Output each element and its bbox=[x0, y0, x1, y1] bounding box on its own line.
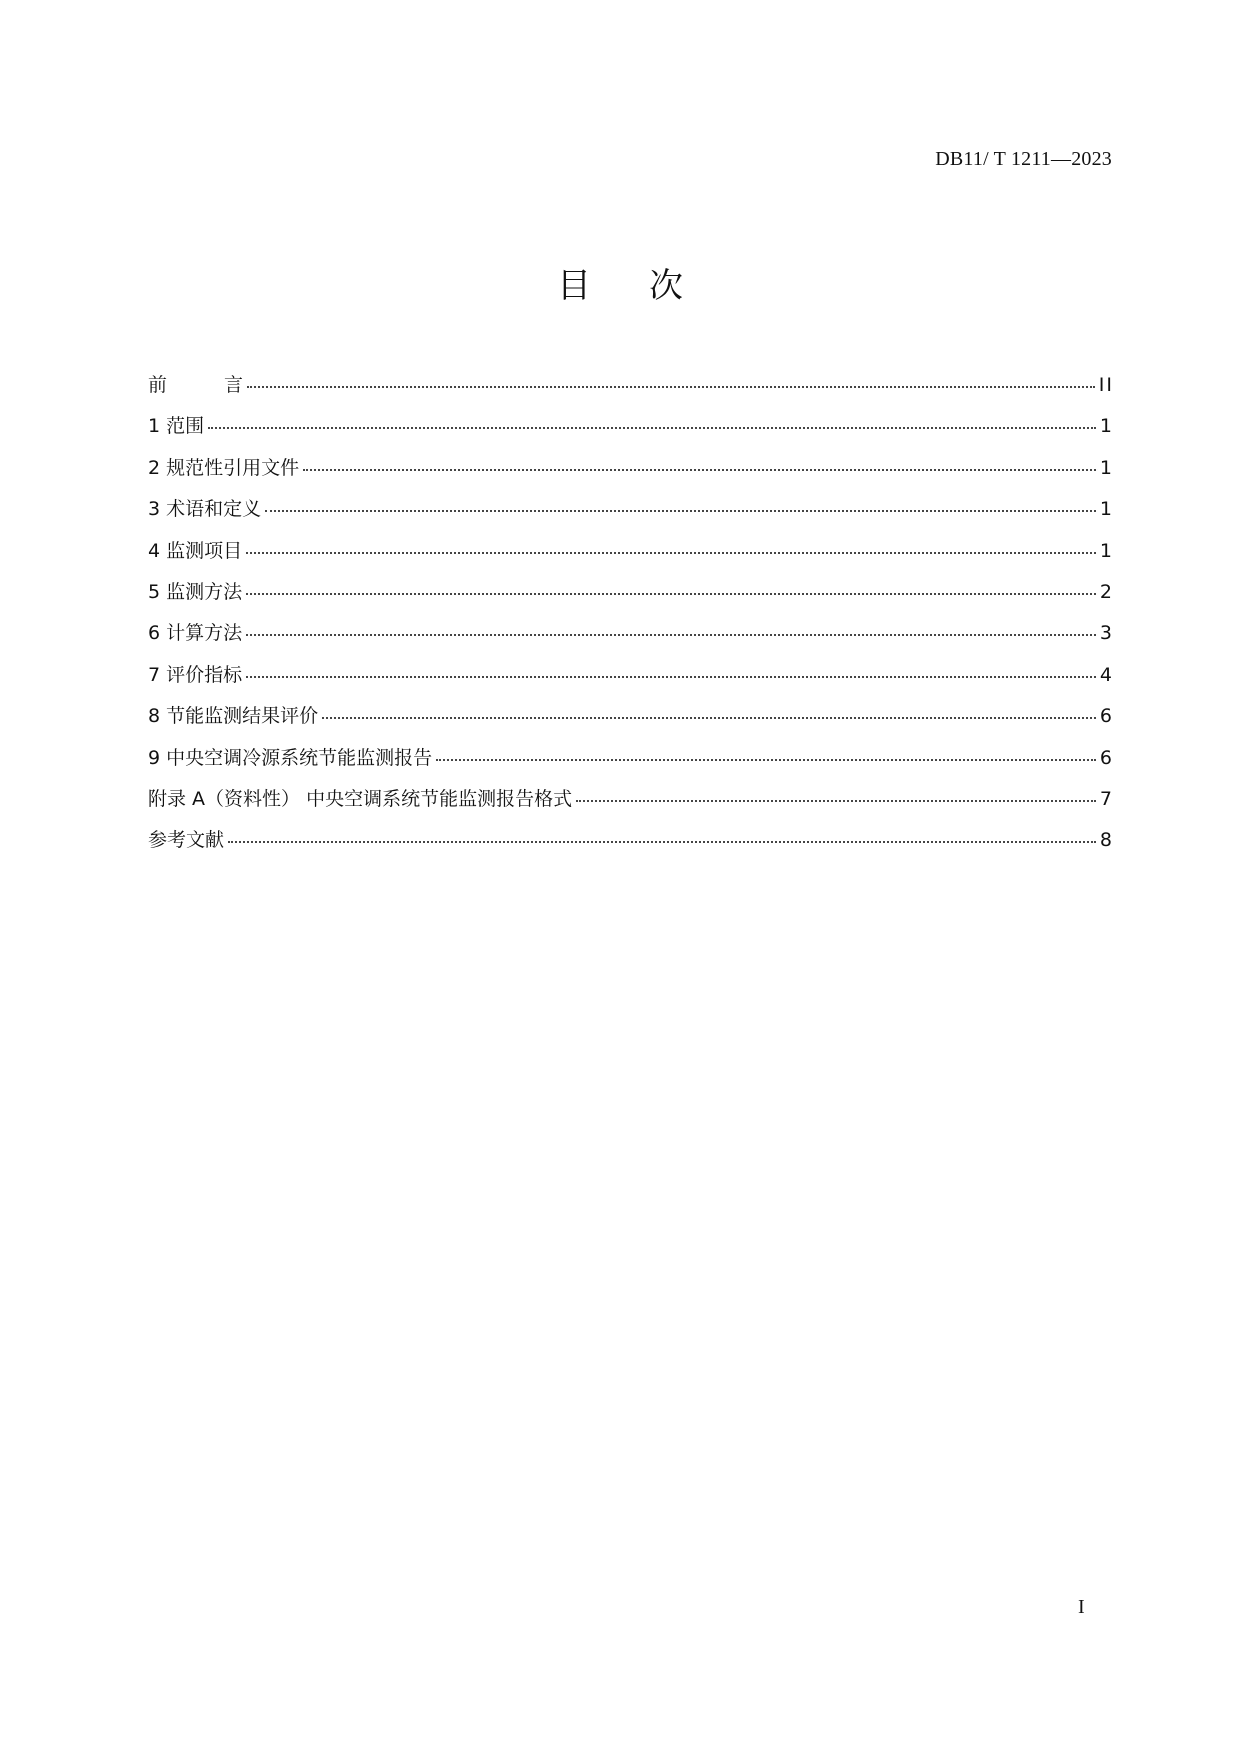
toc-dot-leader bbox=[303, 469, 1096, 471]
toc-entry-label: 6 计算方法 bbox=[148, 622, 243, 645]
toc-dot-leader bbox=[246, 676, 1096, 678]
toc-dot-leader bbox=[436, 759, 1096, 761]
toc-entry-page: 8 bbox=[1099, 829, 1114, 852]
toc-entry-page: 1 bbox=[1099, 415, 1114, 438]
toc-entry-page: 6 bbox=[1099, 746, 1114, 769]
toc-entry-bibliography[interactable] bbox=[148, 831, 1114, 872]
toc-entry-appendix-a[interactable] bbox=[148, 787, 1114, 831]
toc-entry-monitoring-report[interactable] bbox=[148, 746, 1114, 790]
toc-entry-page: 4 bbox=[1099, 663, 1114, 686]
toc-entry-label: 3 术语和定义 bbox=[148, 498, 262, 521]
toc-title-part1: 目 bbox=[557, 266, 591, 306]
toc-entry-label: 2 规范性引用文件 bbox=[148, 456, 300, 479]
toc-entry-page: 1 bbox=[1099, 498, 1114, 521]
toc-entry-label: 9 中央空调冷源系统节能监测报告 bbox=[148, 746, 433, 769]
toc-dot-leader bbox=[246, 593, 1096, 595]
toc-entry-page: 6 bbox=[1099, 705, 1114, 728]
toc-entry-terms[interactable] bbox=[148, 500, 1114, 541]
toc-dot-leader bbox=[265, 510, 1096, 512]
toc-entry-page: 7 bbox=[1099, 787, 1114, 810]
toc-entry-evaluation-indicators[interactable] bbox=[148, 663, 1114, 707]
toc-entry-label: 8 节能监测结果评价 bbox=[148, 705, 319, 728]
toc-dot-leader bbox=[247, 386, 1095, 388]
toc-entry-normative-references[interactable] bbox=[148, 456, 1114, 500]
toc-entry-foreword[interactable] bbox=[148, 376, 1114, 417]
toc-entry-label: 4 监测项目 bbox=[148, 539, 243, 562]
toc-title bbox=[0, 258, 1240, 307]
toc-dot-leader bbox=[576, 800, 1096, 802]
toc-entry-page: 2 bbox=[1099, 580, 1114, 603]
toc-dot-leader bbox=[246, 552, 1096, 554]
toc-entry-label: 附录 A（资料性） 中央空调系统节能监测报告格式 bbox=[148, 787, 573, 810]
toc-entry-label: 7 评价指标 bbox=[148, 663, 243, 686]
toc-entry-monitoring-items[interactable] bbox=[148, 539, 1114, 583]
toc-title-part2: 次 bbox=[649, 266, 683, 306]
toc-dot-leader bbox=[246, 634, 1096, 636]
toc-entry-page: II bbox=[1098, 374, 1114, 396]
toc-list bbox=[148, 376, 1114, 873]
toc-entry-page: 1 bbox=[1099, 539, 1114, 562]
toc-entry-label: 5 监测方法 bbox=[148, 580, 243, 603]
toc-entry-page: 3 bbox=[1099, 622, 1114, 645]
toc-entry-label: 前 言 bbox=[148, 374, 244, 396]
toc-entry-label: 1 范围 bbox=[148, 415, 205, 438]
toc-dot-leader bbox=[208, 427, 1096, 429]
toc-dot-leader bbox=[322, 717, 1096, 719]
toc-entry-label: 参考文献 bbox=[148, 829, 225, 852]
document-code: DB11/ T 1211—2023 bbox=[935, 148, 1112, 170]
toc-dot-leader bbox=[228, 841, 1096, 843]
toc-entry-calculation-methods[interactable] bbox=[148, 624, 1114, 665]
toc-entry-monitoring-methods[interactable] bbox=[148, 580, 1114, 624]
toc-entry-scope[interactable] bbox=[148, 417, 1114, 458]
page-number: I bbox=[1078, 1596, 1085, 1618]
toc-entry-result-evaluation[interactable] bbox=[148, 707, 1114, 748]
toc-entry-page: 1 bbox=[1099, 456, 1114, 479]
